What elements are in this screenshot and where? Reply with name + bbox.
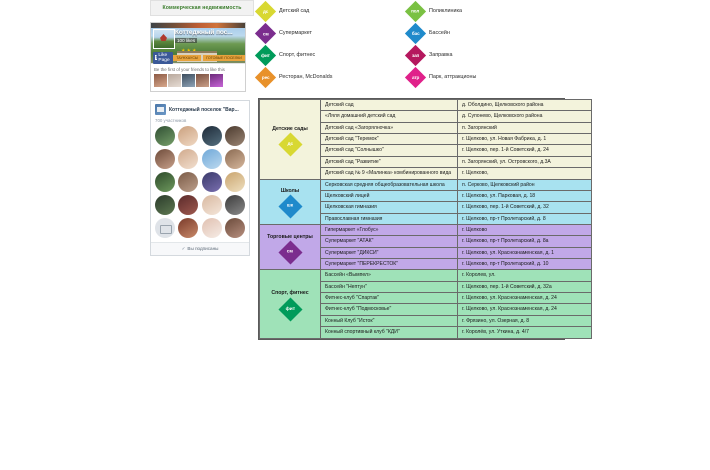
facility-address: г. Щелково, пер. 1-й Советский, д. 24 (458, 145, 592, 156)
facility-address: д. Оболдино, Щелковского района (458, 100, 592, 111)
facilities-table (259, 99, 592, 339)
map-legend (258, 0, 558, 88)
diamond-pool-icon: бас (405, 22, 426, 43)
diamond-school-icon: шк (278, 195, 302, 219)
avatar[interactable] (225, 195, 245, 215)
avatar[interactable] (178, 172, 198, 192)
facility-name: Супермаркет "ПЕРЕКРЕСТОК" (321, 259, 458, 270)
legend-row (258, 0, 558, 22)
facebook-page-title: Коттеджный пос... (175, 29, 233, 36)
vk-group-avatar (155, 104, 166, 115)
facebook-tag-list (173, 55, 245, 61)
facebook-tag[interactable]: ТАУНХАУСЫ (173, 55, 201, 61)
diamond-clinic-icon: пол (405, 0, 426, 21)
avatar[interactable] (225, 172, 245, 192)
facility-name: Бассейн "Нептун" (321, 281, 458, 292)
facebook-page-widget[interactable] (150, 22, 246, 92)
facility-name: Детский сад "Солнышко" (321, 145, 458, 156)
avatar[interactable] (155, 149, 175, 169)
avatar[interactable] (202, 126, 222, 146)
facility-address: г. Щелково, пер. 1-й Советский, д. 32 (458, 202, 592, 213)
facility-address: г. Щелково, пр-т Пролетарский, д. 8а (458, 236, 592, 247)
facility-name: «Ляля домашний детский сад (321, 111, 458, 122)
legend-item-clinic (408, 4, 496, 19)
avatar[interactable] (178, 195, 198, 215)
facebook-cover-overlay (151, 52, 245, 63)
facility-address: п. Загорянский, ул. Островского, д.3А (458, 156, 592, 167)
table-row (260, 179, 592, 190)
diamond-kindergarten-icon: дс (278, 132, 302, 156)
legend-row (258, 22, 558, 44)
diamond-park-icon: атр (405, 66, 426, 87)
vk-group-widget[interactable] (150, 100, 250, 256)
avatar[interactable] (178, 149, 198, 169)
avatar[interactable] (178, 218, 198, 238)
diamond-gas-icon: зап (405, 44, 426, 65)
facility-address: г. Щелково (458, 224, 592, 235)
facility-address: г. Королев, ул. (458, 270, 592, 281)
table-row (260, 100, 592, 111)
diamond-fitness-icon: фит (278, 297, 302, 321)
facility-name: Конный Клуб "Исток" (321, 315, 458, 326)
category-cell (260, 179, 321, 224)
avatar[interactable] (225, 218, 245, 238)
category-label: Детские сады (272, 125, 308, 132)
facility-address: п. Загорянский (458, 122, 592, 133)
facility-address: г. Королёв, ул. Уткина, д. 4/7 (458, 327, 592, 338)
facility-name: Конный спортивный клуб "КДИ" (321, 327, 458, 338)
legend-row (258, 44, 558, 66)
check-icon: ✓ (181, 246, 186, 251)
facebook-friends-text: Be the first of your friends to like this (154, 67, 225, 72)
facebook-friend-avatars (154, 74, 242, 87)
facility-address: г. Щелково, ул. Новая Фабрика, д. 1 (458, 134, 592, 145)
legend-item-fitness (258, 48, 408, 63)
diamond-fitness-icon: фит (255, 44, 276, 65)
avatar[interactable] (178, 126, 198, 146)
facility-name: Детский сад № 9 «Малинка» комбинированного вида (321, 168, 458, 179)
category-label: Школы (280, 188, 300, 195)
facebook-phone-banner (151, 23, 245, 28)
avatar (210, 74, 223, 87)
legend-label: Супермаркет (279, 30, 312, 36)
legend-item-restaurant (258, 70, 408, 85)
avatar[interactable] (155, 172, 175, 192)
legend-item-pool (408, 26, 496, 41)
facility-address: г. Щелково, (458, 168, 592, 179)
category-cell (260, 224, 321, 269)
diamond-restaurant-icon: рес (255, 66, 276, 87)
vk-subscribed-button[interactable] (151, 242, 249, 255)
vk-subscribed-label: Вы подписаны (187, 246, 219, 251)
facility-name: Щелковский лицей (321, 190, 458, 201)
facility-address: г. Щелково, ул. Краснознаменская, д. 1 (458, 247, 592, 258)
facility-name: Бассейн «Вымпел» (321, 270, 458, 281)
avatar[interactable] (202, 172, 222, 192)
facility-name: Детский сад «Загорялночка» (321, 122, 458, 133)
vk-member-avatars (151, 126, 249, 242)
sidebar-widgets (150, 0, 254, 256)
facility-address: г. Щелково, ул. Парковая, д. 18 (458, 190, 592, 201)
facility-address: г. Фрязино, ул. Озерная, д. 8 (458, 315, 592, 326)
category-label: Торговые центры (267, 233, 313, 240)
avatar[interactable] (225, 149, 245, 169)
facility-address: г. Щелково, ул. Краснознаменская, д. 24 (458, 293, 592, 304)
facility-name: Православная гимназия (321, 213, 458, 224)
category-cell (260, 100, 321, 180)
legend-label: Заправка (429, 52, 453, 58)
avatar[interactable] (155, 126, 175, 146)
legend-row (258, 66, 558, 88)
diamond-supermarket-icon: см (255, 22, 276, 43)
legend-label: Парк, аттракционы (429, 74, 477, 80)
camera-icon[interactable] (155, 218, 175, 238)
facility-name: Детский сад (321, 100, 458, 111)
facebook-like-page-button[interactable] (153, 52, 173, 64)
facebook-tag[interactable]: ГОТОВЫЕ ПОСЕЛКИ (203, 55, 245, 61)
avatar[interactable] (155, 195, 175, 215)
facility-name: Детский сад "Теремок" (321, 134, 458, 145)
table-row (260, 224, 592, 235)
facebook-friends-section (151, 63, 245, 91)
avatar (182, 74, 195, 87)
diamond-supermarket-icon: см (278, 240, 302, 264)
avatar[interactable] (225, 126, 245, 146)
facility-name: Фитнес-клуб "Спартак" (321, 293, 458, 304)
facility-name: Фитнес-клуб "Подмосковье" (321, 304, 458, 315)
table-body (260, 100, 592, 339)
facility-name: Детский сад "Развитие" (321, 156, 458, 167)
facility-name: Супермаркет "ДИКСИ" (321, 247, 458, 258)
avatar (154, 74, 167, 87)
legend-item-gas (408, 48, 496, 63)
avatar[interactable] (202, 195, 222, 215)
facility-address: г. Щелково, пр-т Пролетарский, д. 8 (458, 213, 592, 224)
facility-address: г. Щелково, пер. 1-й Советский, д. 32а (458, 281, 592, 292)
legend-label: Бассейн (429, 30, 450, 36)
legend-label: Детский сад (279, 8, 310, 14)
table-row (260, 270, 592, 281)
legend-label: Ресторан, McDonalds (279, 74, 333, 80)
facebook-page-likes: 100 likes (177, 38, 196, 43)
facility-address: г. Щелково, пр-т Пролетарский, д. 10 (458, 259, 592, 270)
category-cell (260, 270, 321, 338)
facility-address: д. Супонево, Щелковского района (458, 111, 592, 122)
vk-group-header (151, 101, 249, 118)
vk-members-count: 700 участников (155, 118, 187, 123)
diamond-kindergarten-icon: дс (255, 0, 276, 21)
facebook-like-label: Like Page (158, 52, 170, 63)
facility-name: Супермаркет "АТАК" (321, 236, 458, 247)
legend-item-park (408, 70, 496, 85)
facility-address: п. Серково, Щелковский район (458, 179, 592, 190)
facebook-f-icon: f (155, 55, 157, 60)
commercial-realty-header: Коммерческая недвижимость (150, 0, 254, 16)
facebook-page-avatar (153, 29, 175, 49)
legend-item-kindergarten (258, 4, 408, 19)
legend-label: Спорт, фитнес (279, 52, 316, 58)
avatar (196, 74, 209, 87)
avatar (168, 74, 181, 87)
facility-name: Щелковская гимназия (321, 202, 458, 213)
avatar[interactable] (202, 218, 222, 238)
category-label: Спорт, фитнес (271, 290, 309, 297)
facility-name: Серковская средняя общеобразовательная школа (321, 179, 458, 190)
legend-item-supermarket (258, 26, 408, 41)
infrastructure-table (258, 98, 565, 340)
facility-address: г. Щелково, ул. Краснознаменская, д. 24 (458, 304, 592, 315)
facility-name: Гипермаркет «Глобус» (321, 224, 458, 235)
avatar[interactable] (202, 149, 222, 169)
legend-label: Поликлиника (429, 8, 462, 14)
vk-group-name: Коттеджный поселок "Вар... (169, 106, 239, 113)
